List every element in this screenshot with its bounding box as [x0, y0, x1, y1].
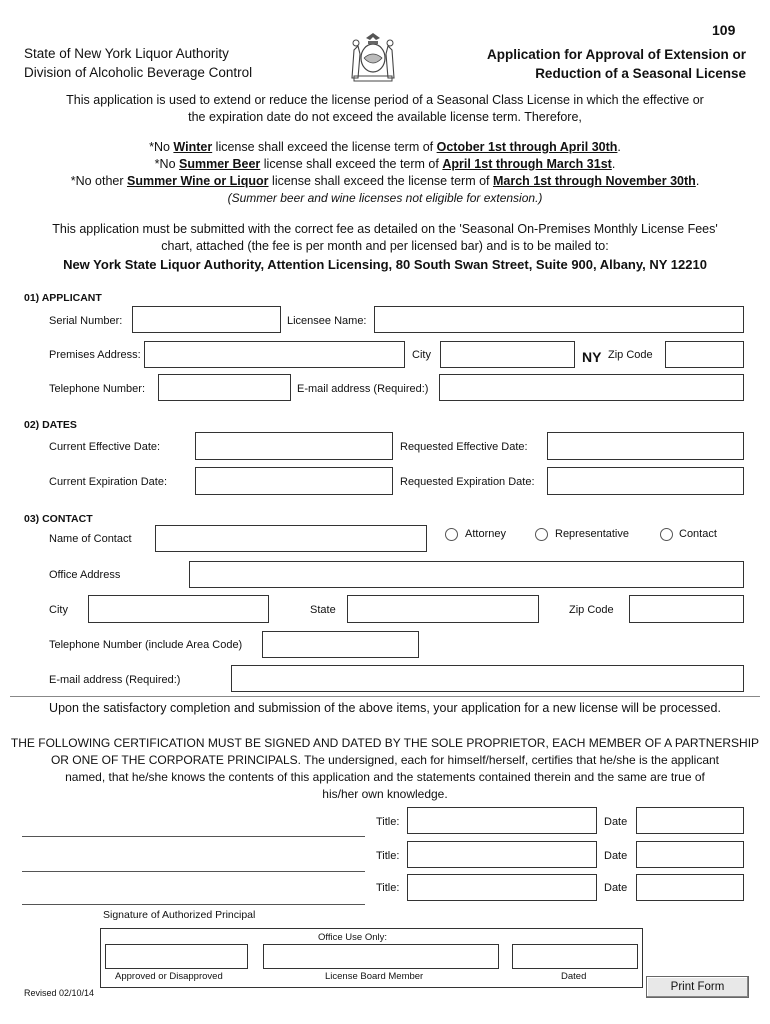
- applicant-email-field[interactable]: [439, 374, 744, 401]
- board-member-label: License Board Member: [325, 971, 424, 982]
- premises-address-label: Premises Address:: [49, 349, 141, 361]
- signature-line: [22, 904, 365, 905]
- principal-signature-label: Signature of Authorized Principal: [103, 909, 256, 921]
- contact-city-label: City: [49, 604, 68, 616]
- applicant-email-label: E-mail address (Required:): [297, 383, 429, 395]
- mailing-address: New York State Liquor Authority, Attention Licensing, 80 South Swan Street, Suite 900, Albany, NY 12210: [63, 257, 707, 272]
- role-contact-label: Contact: [679, 528, 717, 540]
- contact-zip-label: Zip Code: [569, 604, 614, 616]
- date-label: Date: [604, 882, 628, 894]
- role-contact-radio[interactable]: [660, 528, 673, 541]
- form-title-line2: Reduction of a Seasonal License: [535, 66, 746, 81]
- rules-note: (Summer beer and wine licenses not eligible for extension.): [227, 191, 543, 205]
- office-address-label: Office Address: [49, 569, 121, 581]
- title-label: Title:: [376, 816, 400, 828]
- title-field[interactable]: [407, 874, 597, 901]
- agency-name: State of New York Liquor Authority: [24, 46, 229, 61]
- contact-email-label: E-mail address (Required:): [49, 674, 181, 686]
- approved-field[interactable]: [105, 944, 248, 969]
- certification-line3: named, that he/she knows the contents of this application and the statements contained therein and the same are true of: [65, 770, 705, 784]
- current-expiration-date-label: Current Expiration Date:: [49, 476, 167, 488]
- serial-number-label: Serial Number:: [49, 315, 123, 327]
- requested-effective-date-label: Requested Effective Date:: [400, 441, 528, 453]
- title-label: Title:: [376, 882, 400, 894]
- current-effective-date-label: Current Effective Date:: [49, 441, 161, 453]
- title-label: Title:: [376, 850, 400, 862]
- agency-division: Division of Alcoholic Beverage Control: [24, 65, 253, 80]
- date-label: Date: [604, 850, 628, 862]
- rule-summer-wine: *No other Summer Wine or Liquor license shall exceed the license term of March 1st through November 30th.: [70, 174, 700, 188]
- date-field[interactable]: [636, 874, 744, 901]
- signature-line: [22, 871, 365, 872]
- contact-email-field[interactable]: [231, 665, 744, 692]
- applicant-zip-label: Zip Code: [608, 349, 653, 361]
- section-divider: [10, 696, 760, 697]
- applicant-city-label: City: [412, 349, 431, 361]
- licensee-name-field[interactable]: [374, 306, 744, 333]
- intro-line1: This application is used to extend or reduce the license period of a Seasonal Class License in which the effective or: [66, 93, 704, 107]
- section-dates-heading: 02) DATES: [24, 419, 77, 431]
- contact-phone-label: Telephone Number (include Area Code): [49, 639, 243, 651]
- dated-label: Dated: [561, 971, 587, 982]
- contact-name-field[interactable]: [155, 525, 427, 552]
- submission-line2: chart, attached (the fee is per month and per licensed bar) and is to be mailed to:: [161, 239, 609, 253]
- form-title-line1: Application for Approval of Extension or: [486, 47, 746, 62]
- revised-date: Revised 02/10/14: [24, 988, 95, 998]
- title-field[interactable]: [407, 841, 597, 868]
- rule-summer-beer: *No Summer Beer license shall exceed the term of April 1st through March 31st.: [154, 157, 616, 171]
- serial-number-field[interactable]: [132, 306, 281, 333]
- ny-state-seal-icon: [346, 28, 400, 82]
- office-use-heading: Office Use Only:: [318, 932, 387, 943]
- requested-effective-date-field[interactable]: [547, 432, 744, 460]
- rule-winter: *No Winter license shall exceed the license term of October 1st through April 30th.: [149, 140, 621, 154]
- certification-line1: THE FOLLOWING CERTIFICATION MUST BE SIGNED AND DATED BY THE SOLE PROPRIETOR, EACH MEMBER OF A PARTNERSHIP: [10, 736, 760, 750]
- print-form-button[interactable]: Print Form: [646, 976, 749, 998]
- office-address-field[interactable]: [189, 561, 744, 588]
- submission-line1: This application must be submitted with the correct fee as detailed on the 'Seasonal On-Premises Monthly License Fees': [52, 222, 718, 236]
- certification-line4: his/her own knowledge.: [322, 787, 448, 801]
- contact-state-label: State: [310, 604, 336, 616]
- role-representative-label: Representative: [555, 528, 629, 540]
- title-field[interactable]: [407, 807, 597, 834]
- contact-city-field[interactable]: [88, 595, 269, 623]
- applicant-city-field[interactable]: [440, 341, 575, 368]
- contact-state-field[interactable]: [347, 595, 539, 623]
- premises-address-field[interactable]: [144, 341, 405, 368]
- applicant-state-value: NY: [582, 349, 602, 365]
- completion-notice: Upon the satisfactory completion and submission of the above items, your application for a new license will be processed.: [49, 701, 721, 715]
- role-attorney-radio[interactable]: [445, 528, 458, 541]
- contact-phone-field[interactable]: [262, 631, 419, 658]
- date-field[interactable]: [636, 841, 744, 868]
- date-field[interactable]: [636, 807, 744, 834]
- form-number: 109: [712, 22, 736, 38]
- date-label: Date: [604, 816, 628, 828]
- requested-expiration-date-field[interactable]: [547, 467, 744, 495]
- contact-zip-field[interactable]: [629, 595, 744, 623]
- requested-expiration-date-label: Requested Expiration Date:: [400, 476, 535, 488]
- section-applicant-heading: 01) APPLICANT: [24, 292, 102, 304]
- section-contact-heading: 03) CONTACT: [24, 513, 93, 525]
- applicant-zip-field[interactable]: [665, 341, 744, 368]
- current-expiration-date-field[interactable]: [195, 467, 393, 495]
- current-effective-date-field[interactable]: [195, 432, 393, 460]
- signature-line: [22, 836, 365, 837]
- role-representative-radio[interactable]: [535, 528, 548, 541]
- board-member-field[interactable]: [263, 944, 499, 969]
- dated-field[interactable]: [512, 944, 638, 969]
- certification-line2: OR ONE OF THE CORPORATE PRINCIPALS. The undersigned, each for himself/herself, certifies that he/she is the applicant: [50, 753, 720, 767]
- licensee-name-label: Licensee Name:: [287, 315, 367, 327]
- applicant-phone-field[interactable]: [158, 374, 291, 401]
- intro-line2: the expiration date do not exceed the available license term. Therefore,: [188, 110, 582, 124]
- contact-name-label: Name of Contact: [49, 533, 132, 545]
- role-attorney-label: Attorney: [465, 528, 506, 540]
- applicant-phone-label: Telephone Number:: [49, 383, 146, 395]
- approved-label: Approved or Disapproved: [115, 971, 223, 982]
